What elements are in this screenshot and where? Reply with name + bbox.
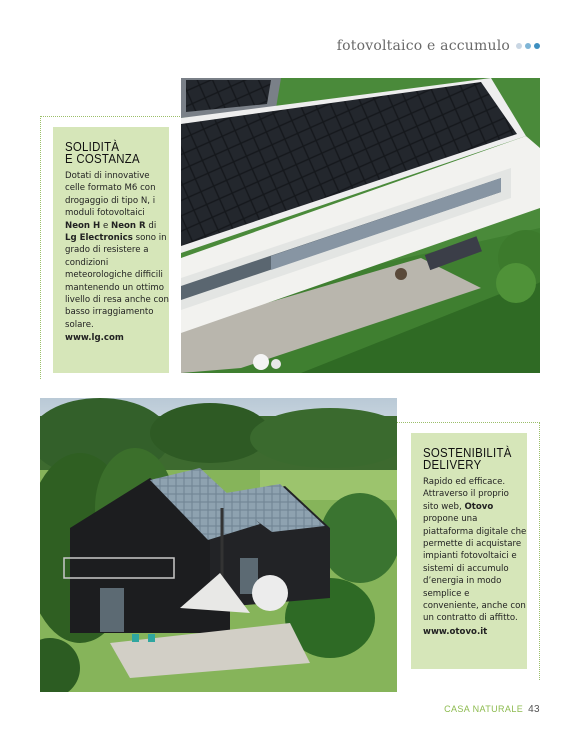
box2-text-a: Rapido ed efficace. Attraverso il proprio sito web, bbox=[423, 477, 509, 512]
box2-text bbox=[423, 476, 527, 638]
box1-title bbox=[65, 141, 157, 165]
box2-brand-otovo: Otovo bbox=[464, 501, 494, 512]
photo-house-lg bbox=[181, 78, 540, 373]
box1-text-c: di bbox=[145, 220, 157, 231]
photo-house-otovo bbox=[40, 398, 397, 692]
box1-title-line1: SOLIDITÀ bbox=[65, 139, 120, 154]
guide-line-right bbox=[539, 422, 540, 680]
section-header bbox=[337, 38, 540, 54]
guide-line-left bbox=[40, 116, 41, 379]
box2-title-line1: SOSTENIBILITÀ bbox=[423, 445, 512, 460]
box1-brand-lg: Lg Electronics bbox=[65, 233, 133, 244]
info-box-lg bbox=[53, 127, 169, 373]
box1-title-line2: E COSTANZA bbox=[65, 151, 140, 166]
box1-text-a: Dotati di innovative celle formato M6 con drogaggio di tipo N, i moduli fotovoltaici bbox=[65, 171, 156, 219]
box1-brand-neon-r: Neon R bbox=[111, 220, 146, 231]
dot-light bbox=[516, 43, 522, 49]
box1-text-d: sono in grado di resistere a condizioni meteorologiche difficili mantenendo un ottimo livello di resa anche con basso irraggiamento solare. bbox=[65, 233, 169, 330]
page-number: 43 bbox=[528, 704, 540, 715]
dot-dark bbox=[534, 43, 540, 49]
box2-url-link[interactable]: www.otovo.it bbox=[423, 626, 488, 637]
magazine-name: CASA NATURALE bbox=[444, 704, 524, 714]
header-dots-icon bbox=[516, 43, 540, 49]
box1-text-b: e bbox=[100, 220, 111, 231]
box2-text-b: propone una piattaforma digitale che permette di acquistare impianti fotovoltaici e sistemi di accumulo d’energia in modo semplice e conveniente, anche con un contratto di affitto. bbox=[423, 514, 527, 624]
box1-url-link[interactable]: www.lg.com bbox=[65, 333, 124, 344]
dot-mid bbox=[525, 43, 531, 49]
guide-line-top bbox=[40, 116, 182, 117]
page-footer bbox=[444, 704, 540, 715]
section-title: fotovoltaico e accumulo bbox=[336, 38, 510, 54]
box2-title-line2: DELIVERY bbox=[423, 457, 482, 472]
box2-title bbox=[423, 447, 515, 471]
info-box-otovo bbox=[411, 433, 527, 669]
box1-brand-neon-h: Neon H bbox=[65, 220, 101, 231]
box1-text bbox=[65, 170, 169, 345]
guide-line-right-top bbox=[397, 422, 540, 423]
